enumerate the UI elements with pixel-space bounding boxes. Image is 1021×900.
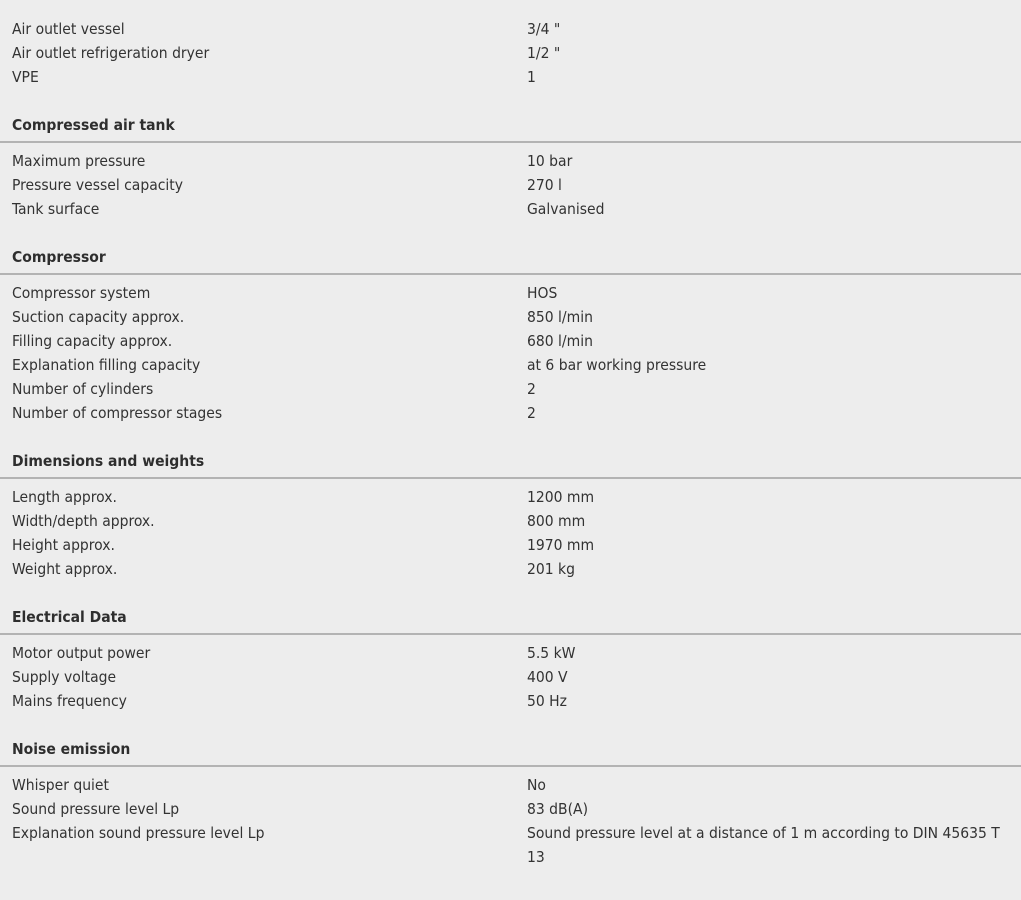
section-title: Compressed air tank xyxy=(12,116,175,134)
spec-label: Motor output power xyxy=(12,644,151,662)
spec-value: 3/4 " xyxy=(527,20,561,38)
spec-label: Height approx. xyxy=(12,536,115,554)
spec-row-vpe xyxy=(0,65,1021,89)
spec-value: 270 l xyxy=(527,176,562,194)
spec-row xyxy=(0,173,1021,197)
spec-label: Number of cylinders xyxy=(12,380,154,398)
spec-value: 83 dB(A) xyxy=(527,800,589,818)
spec-value: 201 kg xyxy=(527,560,575,578)
spec-value: at 6 bar working pressure xyxy=(527,356,707,374)
spec-label: Weight approx. xyxy=(12,560,118,578)
spec-value: 680 l/min xyxy=(527,332,593,350)
spec-label: Pressure vessel capacity xyxy=(12,176,183,194)
spec-row xyxy=(0,509,1021,533)
spec-row xyxy=(0,281,1021,305)
section-header-compressor xyxy=(0,237,1021,275)
spec-row xyxy=(0,305,1021,329)
spec-row xyxy=(0,773,1021,797)
spec-label: Supply voltage xyxy=(12,668,117,686)
spec-label: Suction capacity approx. xyxy=(12,308,185,326)
spec-row xyxy=(0,821,1021,869)
section-header-compressed-air-tank xyxy=(0,105,1021,143)
spec-value: 2 xyxy=(527,380,536,398)
spec-value: HOS xyxy=(527,284,558,302)
section-header-electrical-data xyxy=(0,597,1021,635)
spec-label: Air outlet vessel xyxy=(12,20,125,38)
spec-row xyxy=(0,197,1021,221)
section-header-noise-emission xyxy=(0,729,1021,767)
spec-row xyxy=(0,485,1021,509)
spec-label: Explanation filling capacity xyxy=(12,356,201,374)
spec-label: VPE xyxy=(12,68,39,86)
spec-row xyxy=(0,797,1021,821)
spec-value: 5.5 kW xyxy=(527,644,576,662)
section-title: Noise emission xyxy=(12,740,131,758)
spec-value: 50 Hz xyxy=(527,692,567,710)
spec-value: Sound pressure level at a distance of 1 m according to DIN 45635 T 13 xyxy=(527,824,1000,866)
spec-value: No xyxy=(527,776,546,794)
spec-row xyxy=(0,353,1021,377)
spec-label: Tank surface xyxy=(12,200,100,218)
spec-label: Mains frequency xyxy=(12,692,127,710)
spec-row xyxy=(0,557,1021,581)
section-title: Dimensions and weights xyxy=(12,452,205,470)
spec-value: 800 mm xyxy=(527,512,586,530)
spec-value: 1970 mm xyxy=(527,536,595,554)
spec-row xyxy=(0,377,1021,401)
spec-value: 1/2 " xyxy=(527,44,561,62)
spec-row xyxy=(0,533,1021,557)
spec-row xyxy=(0,641,1021,665)
section-title: Electrical Data xyxy=(12,608,127,626)
spec-label: Air outlet refrigeration dryer xyxy=(12,44,210,62)
spec-value: 1200 mm xyxy=(527,488,595,506)
spec-label: Filling capacity approx. xyxy=(12,332,173,350)
spec-row xyxy=(0,149,1021,173)
spec-value: Galvanised xyxy=(527,200,605,218)
spec-value: 850 l/min xyxy=(527,308,593,326)
spec-value: 2 xyxy=(527,404,536,422)
spec-row xyxy=(0,401,1021,425)
spec-label: Maximum pressure xyxy=(12,152,146,170)
spec-label: Length approx. xyxy=(12,488,117,506)
spec-label: Explanation sound pressure level Lp xyxy=(12,824,265,842)
spec-label: Width/depth approx. xyxy=(12,512,155,530)
section-title: Compressor xyxy=(12,248,106,266)
spec-value: 1 xyxy=(527,68,536,86)
spec-row-air-outlet-dryer xyxy=(0,41,1021,65)
spec-value: 10 bar xyxy=(527,152,573,170)
spec-value: 400 V xyxy=(527,668,568,686)
spec-label: Sound pressure level Lp xyxy=(12,800,180,818)
spec-row xyxy=(0,665,1021,689)
spec-row xyxy=(0,329,1021,353)
spec-label: Compressor system xyxy=(12,284,151,302)
spec-row-air-outlet-vessel xyxy=(0,17,1021,41)
spec-label: Number of compressor stages xyxy=(12,404,223,422)
section-header-dimensions-and-weights xyxy=(0,441,1021,479)
spec-row xyxy=(0,689,1021,713)
spec-label: Whisper quiet xyxy=(12,776,109,794)
